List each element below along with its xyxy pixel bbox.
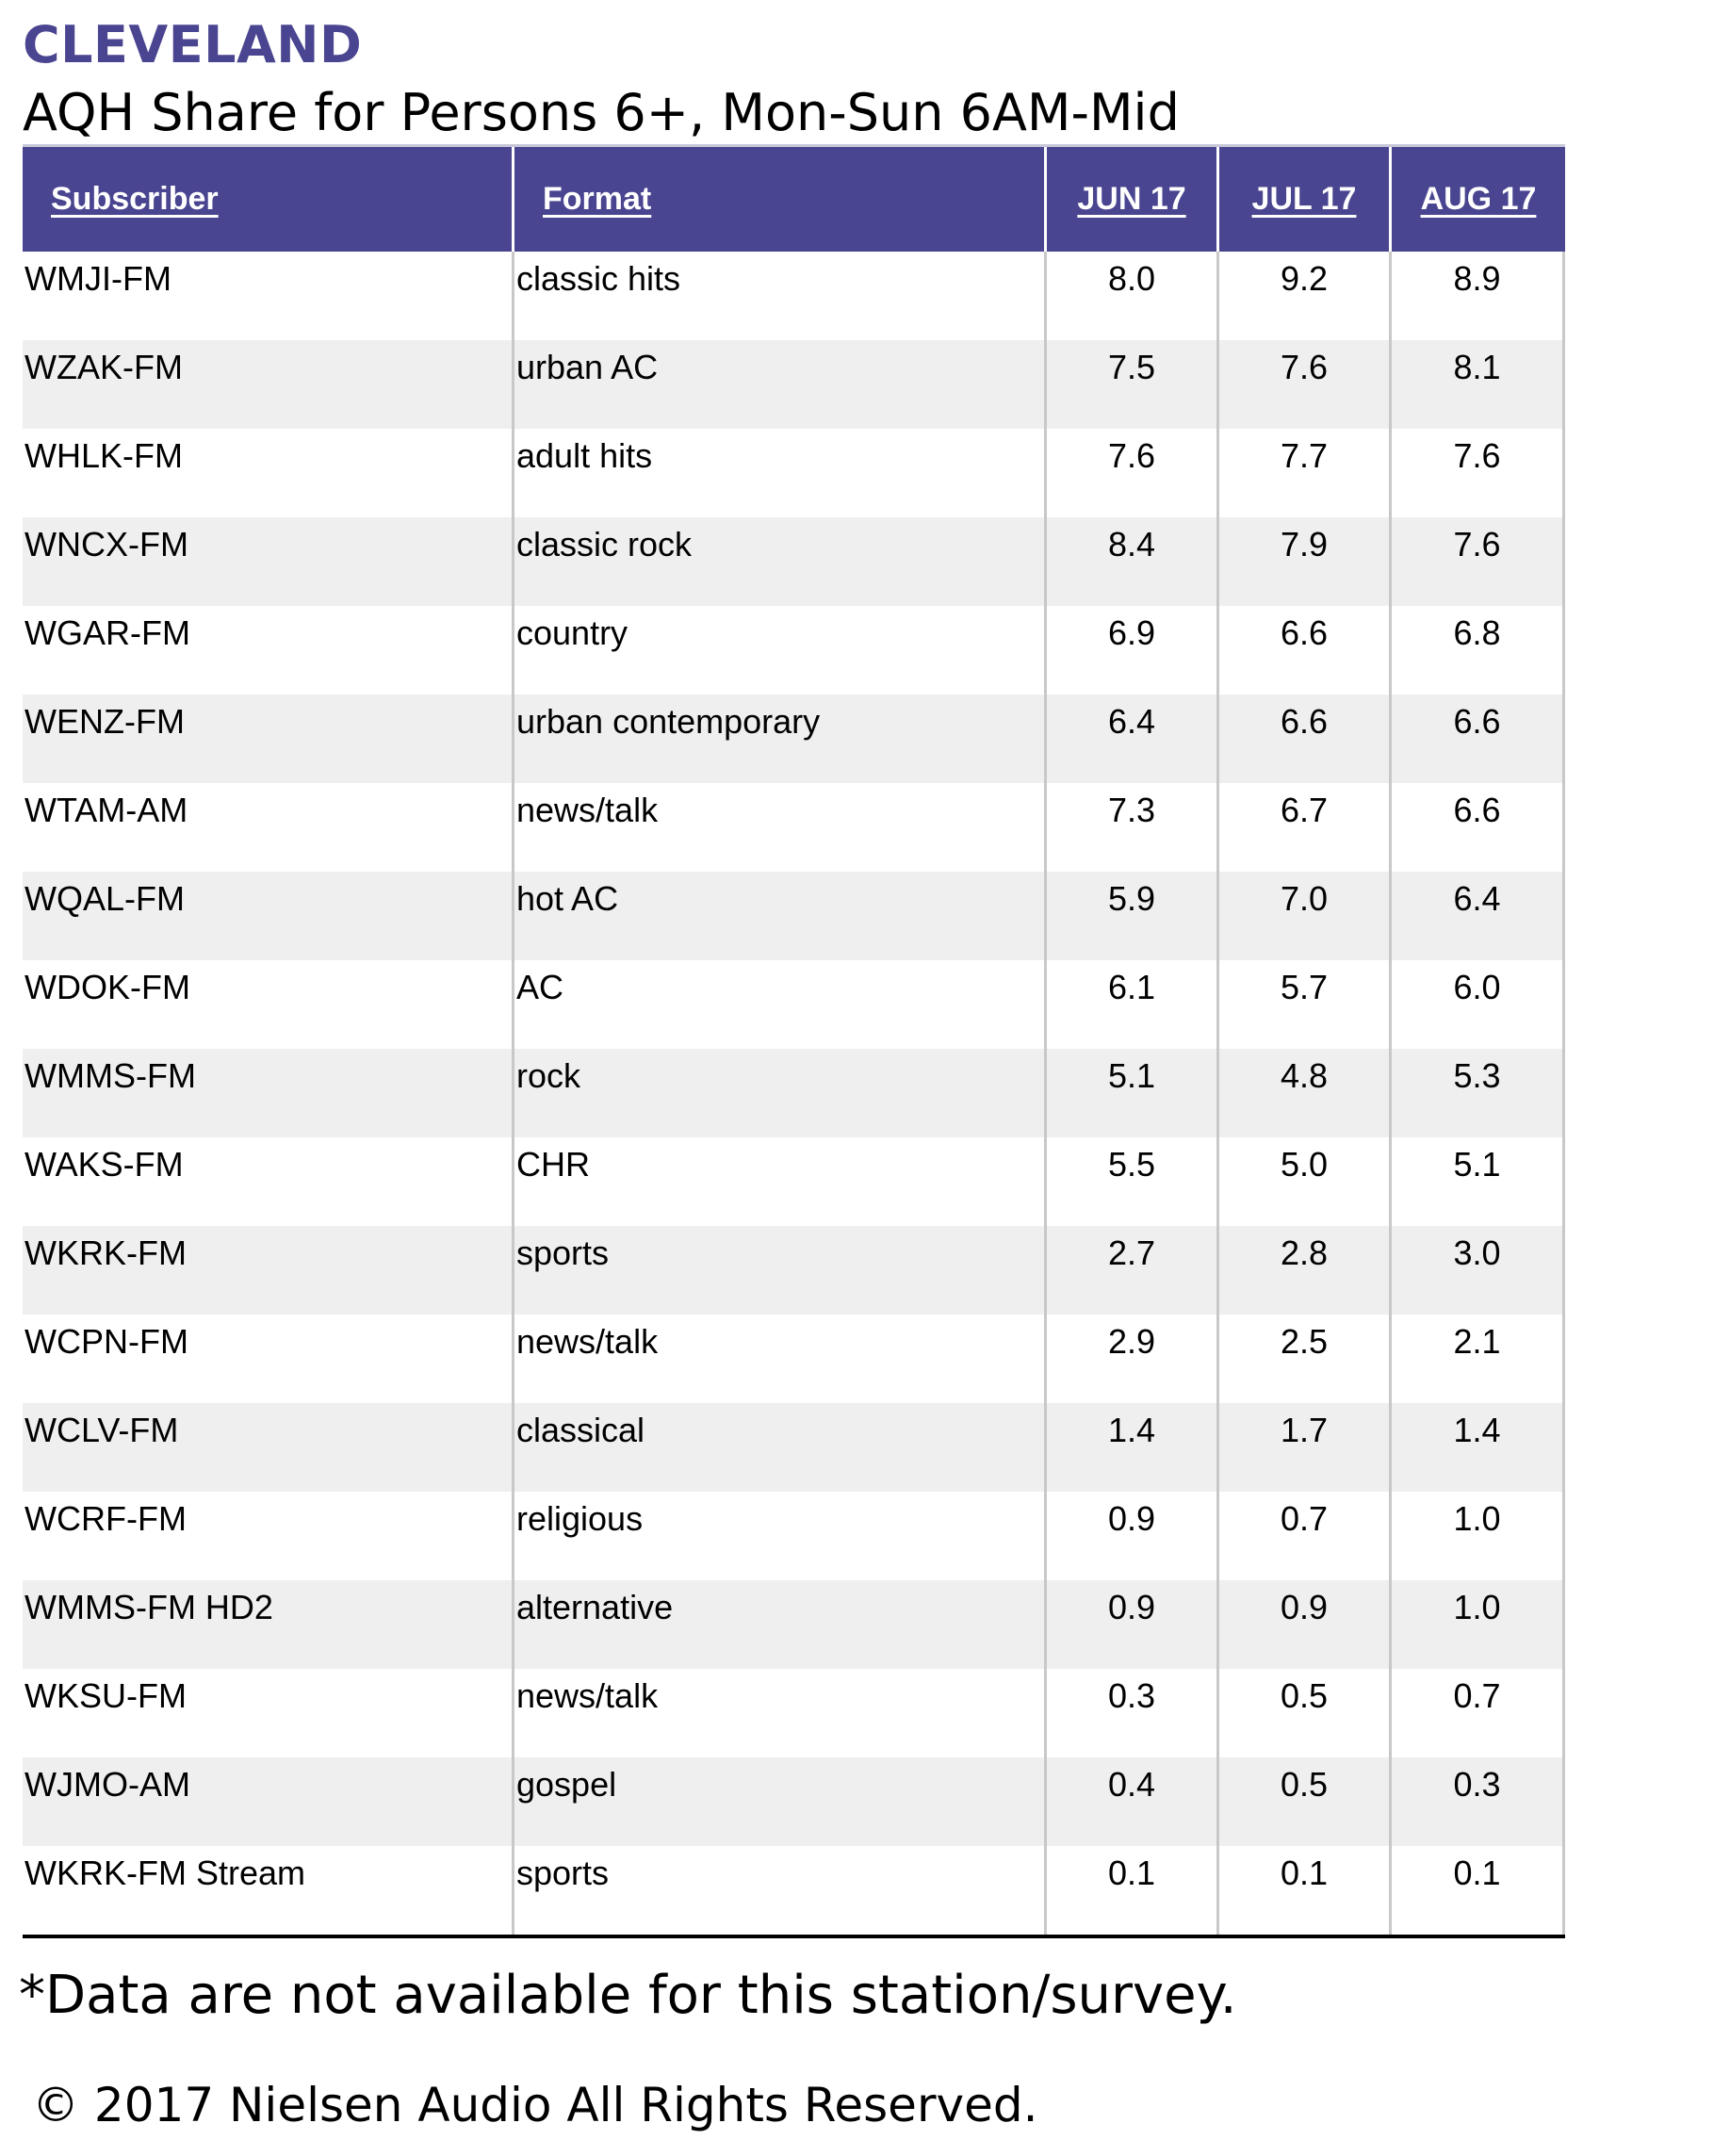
table-subtitle: AQH Share for Persons 6+, Mon-Sun 6AM-Mid xyxy=(23,83,1180,142)
jul-17-cell: 7.7 xyxy=(1219,429,1392,517)
aug-17-cell: 6.6 xyxy=(1392,694,1565,783)
header-aug-17[interactable]: AUG 17 xyxy=(1420,181,1537,217)
station-cell: WDOK-FM xyxy=(23,960,514,1049)
jul-17-cell: 9.2 xyxy=(1219,252,1392,340)
aug-17-cell: 1.0 xyxy=(1392,1492,1565,1580)
aug-17-cell: 1.4 xyxy=(1392,1403,1565,1492)
jun-17-cell: 2.9 xyxy=(1047,1315,1219,1403)
format-cell: classic hits xyxy=(514,252,1047,340)
format-cell: rock xyxy=(514,1049,1047,1137)
jul-17-cell: 0.5 xyxy=(1219,1669,1392,1757)
jun-17-cell: 0.9 xyxy=(1047,1580,1219,1669)
jul-17-cell: 2.5 xyxy=(1219,1315,1392,1403)
jul-17-cell: 7.6 xyxy=(1219,340,1392,429)
format-cell: country xyxy=(514,606,1047,694)
table-row xyxy=(23,1137,1565,1226)
format-cell: classical xyxy=(514,1403,1047,1492)
format-cell: news/talk xyxy=(514,1315,1047,1403)
jul-17-cell: 0.7 xyxy=(1219,1492,1392,1580)
format-cell: CHR xyxy=(514,1137,1047,1226)
aug-17-cell: 0.7 xyxy=(1392,1669,1565,1757)
jul-17-cell: 6.7 xyxy=(1219,783,1392,872)
station-cell: WCRF-FM xyxy=(23,1492,514,1580)
table-body xyxy=(23,252,1565,1935)
aug-17-cell: 6.4 xyxy=(1392,872,1565,960)
table-row xyxy=(23,1846,1565,1935)
aug-17-cell: 1.0 xyxy=(1392,1580,1565,1669)
jun-17-cell: 6.4 xyxy=(1047,694,1219,783)
market-title: CLEVELAND xyxy=(23,15,363,74)
aug-17-cell: 6.0 xyxy=(1392,960,1565,1049)
table-row xyxy=(23,1315,1565,1403)
format-cell: sports xyxy=(514,1226,1047,1315)
aug-17-cell: 6.8 xyxy=(1392,606,1565,694)
station-cell: WKSU-FM xyxy=(23,1669,514,1757)
jun-17-cell: 5.9 xyxy=(1047,872,1219,960)
format-cell: adult hits xyxy=(514,429,1047,517)
table-row xyxy=(23,1226,1565,1315)
jun-17-cell: 7.5 xyxy=(1047,340,1219,429)
format-cell: news/talk xyxy=(514,1669,1047,1757)
table-row xyxy=(23,517,1565,606)
jun-17-cell: 6.9 xyxy=(1047,606,1219,694)
jun-17-cell: 5.5 xyxy=(1047,1137,1219,1226)
jul-17-cell: 7.9 xyxy=(1219,517,1392,606)
station-cell: WMMS-FM xyxy=(23,1049,514,1137)
table-row xyxy=(23,429,1565,517)
station-cell: WAKS-FM xyxy=(23,1137,514,1226)
format-cell: alternative xyxy=(514,1580,1047,1669)
station-cell: WGAR-FM xyxy=(23,606,514,694)
format-cell: gospel xyxy=(514,1757,1047,1846)
header-jul-17[interactable]: JUL 17 xyxy=(1219,147,1392,252)
station-cell: WQAL-FM xyxy=(23,872,514,960)
format-cell: news/talk xyxy=(514,783,1047,872)
header-jun-17[interactable]: JUN 17 xyxy=(1047,147,1219,252)
aug-17-cell: 7.6 xyxy=(1392,429,1565,517)
aug-17-cell: 0.3 xyxy=(1392,1757,1565,1846)
jul-17-cell: 6.6 xyxy=(1219,606,1392,694)
jun-17-cell: 0.3 xyxy=(1047,1669,1219,1757)
table-row xyxy=(23,960,1565,1049)
table-row xyxy=(23,1669,1565,1757)
table-row xyxy=(23,1049,1565,1137)
aug-17-cell: 5.3 xyxy=(1392,1049,1565,1137)
station-cell: WENZ-FM xyxy=(23,694,514,783)
jun-17-cell: 7.6 xyxy=(1047,429,1219,517)
table-row xyxy=(23,1757,1565,1846)
aug-17-cell: 8.1 xyxy=(1392,340,1565,429)
table-row xyxy=(23,694,1565,783)
station-cell: WHLK-FM xyxy=(23,429,514,517)
jul-17-cell: 4.8 xyxy=(1219,1049,1392,1137)
jul-17-cell: 6.6 xyxy=(1219,694,1392,783)
aug-17-cell: 3.0 xyxy=(1392,1226,1565,1315)
aug-17-cell: 6.6 xyxy=(1392,783,1565,872)
station-cell: WMJI-FM xyxy=(23,252,514,340)
format-cell: religious xyxy=(514,1492,1047,1580)
footnote: *Data are not available for this station/survey. xyxy=(19,1965,1237,2026)
station-cell: WCPN-FM xyxy=(23,1315,514,1403)
aug-17-cell: 8.9 xyxy=(1392,252,1565,340)
table-row xyxy=(23,340,1565,429)
jul-17-cell: 0.1 xyxy=(1219,1846,1392,1935)
jun-17-cell: 8.0 xyxy=(1047,252,1219,340)
aug-17-cell: 7.6 xyxy=(1392,517,1565,606)
jul-17-cell: 0.5 xyxy=(1219,1757,1392,1846)
table-bottom-rule xyxy=(23,1935,1565,1938)
jun-17-cell: 0.4 xyxy=(1047,1757,1219,1846)
table-row xyxy=(23,1403,1565,1492)
format-cell: urban contemporary xyxy=(514,694,1047,783)
jun-17-cell: 1.4 xyxy=(1047,1403,1219,1492)
jun-17-cell: 0.1 xyxy=(1047,1846,1219,1935)
jun-17-cell: 8.4 xyxy=(1047,517,1219,606)
jul-17-cell: 5.0 xyxy=(1219,1137,1392,1226)
table-row xyxy=(23,606,1565,694)
table-row xyxy=(23,1580,1565,1669)
format-cell: hot AC xyxy=(514,872,1047,960)
station-cell: WNCX-FM xyxy=(23,517,514,606)
jun-17-cell: 2.7 xyxy=(1047,1226,1219,1315)
station-cell: WJMO-AM xyxy=(23,1757,514,1846)
aug-17-cell: 2.1 xyxy=(1392,1315,1565,1403)
format-cell: urban AC xyxy=(514,340,1047,429)
jul-17-cell: 7.0 xyxy=(1219,872,1392,960)
format-cell: classic rock xyxy=(514,517,1047,606)
table-row xyxy=(23,872,1565,960)
header-subscriber[interactable]: Subscriber xyxy=(23,147,514,252)
jul-17-cell: 0.9 xyxy=(1219,1580,1392,1669)
ratings-table xyxy=(23,144,1565,1938)
jul-17-cell: 5.7 xyxy=(1219,960,1392,1049)
table-header xyxy=(23,144,1565,252)
jul-17-cell: 1.7 xyxy=(1219,1403,1392,1492)
station-cell: WKRK-FM xyxy=(23,1226,514,1315)
table-row xyxy=(23,783,1565,872)
jun-17-cell: 0.9 xyxy=(1047,1492,1219,1580)
table-row xyxy=(23,252,1565,340)
jun-17-cell: 5.1 xyxy=(1047,1049,1219,1137)
table-row xyxy=(23,1492,1565,1580)
aug-17-cell: 5.1 xyxy=(1392,1137,1565,1226)
copyright-notice: © 2017 Nielsen Audio All Rights Reserved. xyxy=(32,2078,1038,2132)
station-cell: WCLV-FM xyxy=(23,1403,514,1492)
station-cell: WTAM-AM xyxy=(23,783,514,872)
jul-17-cell: 2.8 xyxy=(1219,1226,1392,1315)
station-cell: WMMS-FM HD2 xyxy=(23,1580,514,1669)
aug-17-cell: 0.1 xyxy=(1392,1846,1565,1935)
header-format[interactable]: Format xyxy=(514,147,1047,252)
station-cell: WZAK-FM xyxy=(23,340,514,429)
format-cell: sports xyxy=(514,1846,1047,1935)
station-cell: WKRK-FM Stream xyxy=(23,1846,514,1935)
jun-17-cell: 6.1 xyxy=(1047,960,1219,1049)
format-cell: AC xyxy=(514,960,1047,1049)
jun-17-cell: 7.3 xyxy=(1047,783,1219,872)
